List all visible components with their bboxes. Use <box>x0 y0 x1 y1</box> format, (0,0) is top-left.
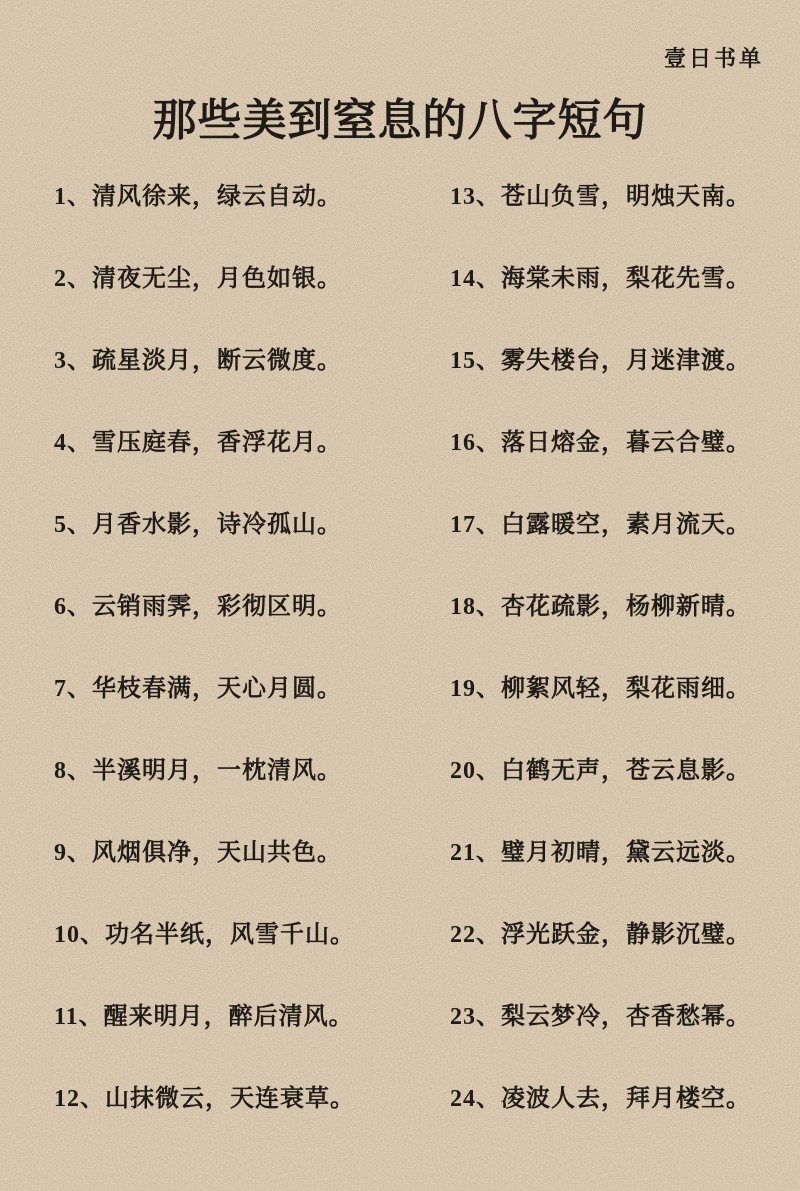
phrase-item: 12、山抹微云，天连衰草。 <box>54 1085 355 1112</box>
phrase-item: 6、云销雨霁，彩彻区明。 <box>54 593 342 620</box>
brand-label: 壹日书单 <box>663 46 764 71</box>
phrase-item: 1、清风徐来，绿云自动。 <box>54 183 342 210</box>
right-column <box>400 152 800 1136</box>
phrase-item: 23、梨云梦冷，杏香愁幂。 <box>450 1003 751 1030</box>
phrase-item: 22、浮光跃金，静影沉璧。 <box>450 921 751 948</box>
phrase-item: 4、雪压庭春，香浮花月。 <box>54 429 342 456</box>
phrase-item: 2、清夜无尘，月色如银。 <box>54 265 342 292</box>
phrase-item: 8、半溪明月，一枕清风。 <box>54 757 342 784</box>
phrase-item: 9、风烟俱净，天山共色。 <box>54 839 342 866</box>
phrase-item: 3、疏星淡月，断云微度。 <box>54 347 342 374</box>
page-title: 那些美到窒息的八字短句 <box>152 96 648 145</box>
phrase-item: 15、雾失楼台，月迷津渡。 <box>450 347 751 374</box>
phrase-item: 18、杏花疏影，杨柳新晴。 <box>450 593 751 620</box>
phrase-item: 13、苍山负雪，明烛天南。 <box>450 183 751 210</box>
phrase-item: 20、白鹤无声，苍云息影。 <box>450 757 751 784</box>
phrase-item: 14、海棠未雨，梨花先雪。 <box>450 265 751 292</box>
phrase-item: 24、凌波人去，拜月楼空。 <box>450 1085 751 1112</box>
phrase-item: 16、落日熔金，暮云合璧。 <box>450 429 751 456</box>
phrase-item: 19、柳絮风轻，梨花雨细。 <box>450 675 751 702</box>
phrase-item: 10、功名半纸，风雪千山。 <box>54 921 355 948</box>
phrase-item: 5、月香水影，诗冷孤山。 <box>54 511 342 538</box>
phrase-item: 7、华枝春满，天心月圆。 <box>54 675 342 702</box>
phrase-item: 21、璧月初晴，黛云远淡。 <box>450 839 751 866</box>
phrase-list <box>0 152 800 1136</box>
phrase-item: 11、醒来明月，醉后清风。 <box>54 1003 354 1030</box>
phrase-item: 17、白露暖空，素月流天。 <box>450 511 751 538</box>
left-column <box>0 152 400 1136</box>
